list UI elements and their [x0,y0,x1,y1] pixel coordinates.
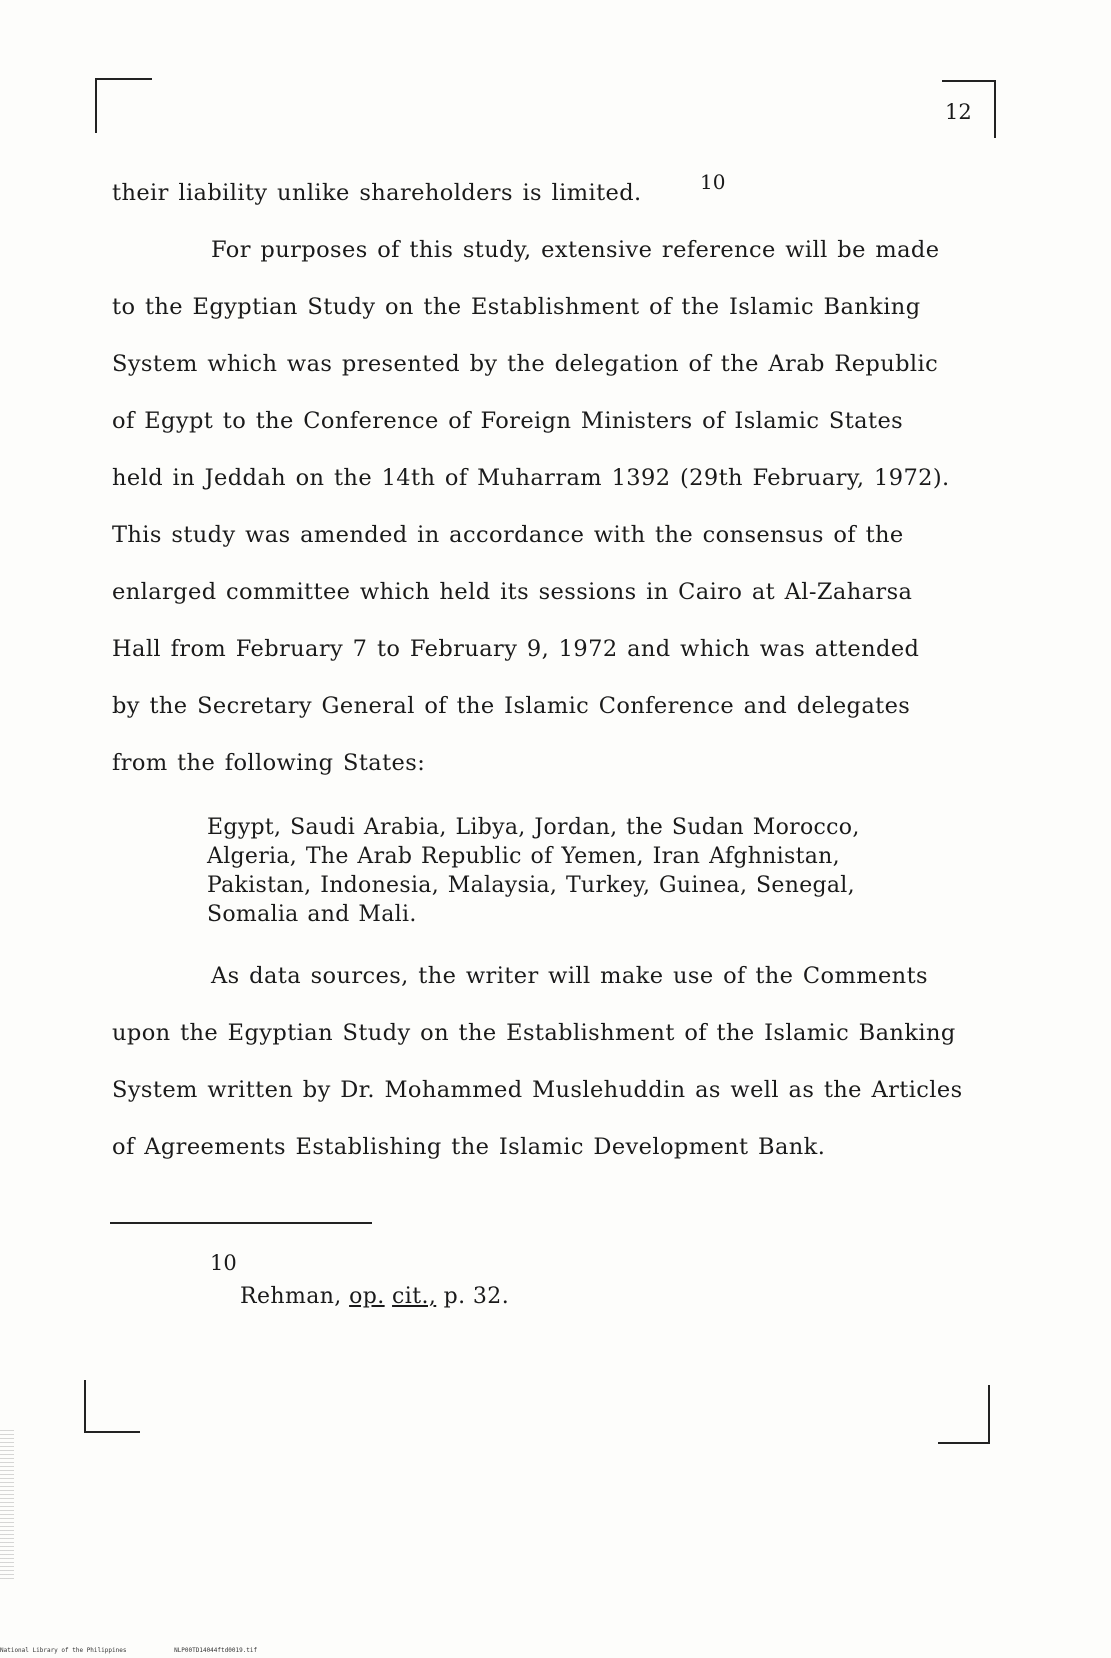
footer-library: National Library of the Philippines [0,1647,127,1654]
page-number: 12 [945,100,972,124]
crop-mark-top-right [942,80,996,82]
scan-footer [0,1647,301,1654]
body-line: of Egypt to the Conference of Foreign Ministers of Islamic States [112,408,904,434]
body-line: This study was amended in accordance with the consensus of the [112,522,904,548]
footnote-number: 10 [210,1251,237,1275]
footnote-op: op. [349,1284,385,1309]
footer-file: NLP00TD14044ftd0019.tif [174,1647,258,1654]
body-line: Hall from February 7 to February 9, 1972 and which was attended [112,636,920,662]
footnote-reference: 10 [700,170,726,194]
crop-mark-bottom-left [84,1431,140,1433]
crop-mark-bottom-right [938,1442,990,1444]
body-line: System written by Dr. Mohammed Muslehuddin as well as the Articles [112,1077,963,1103]
footnote-rule [110,1222,372,1224]
body-line: by the Secretary General of the Islamic Conference and delegates [112,693,911,719]
crop-mark-top-left [95,78,152,80]
body-line: held in Jeddah on the 14th of Muharram 1392 (29th February, 1972). [112,465,950,491]
body-line: to the Egyptian Study on the Establishment of the Islamic Banking [112,294,921,320]
footnote-cit: cit., [392,1284,437,1309]
footnote-text [240,1284,509,1309]
body-line: As data sources, the writer will make use of the Comments [211,963,928,989]
body-line: upon the Egyptian Study on the Establishment of the Islamic Banking [112,1020,956,1046]
body-line: System which was presented by the delegation of the Arab Republic [112,351,939,377]
body-line: from the following States: [112,750,426,776]
body-line: of Agreements Establishing the Islamic Development Bank. [112,1134,826,1160]
scan-edge-noise [0,1430,14,1580]
states-line: Pakistan, Indonesia, Malaysia, Turkey, Guinea, Senegal, [207,873,855,898]
footnote-page: p. 32. [443,1284,510,1309]
body-line: their liability unlike shareholders is limited. [112,180,642,206]
body-line: For purposes of this study, extensive reference will be made [211,237,940,263]
body-line: enlarged committee which held its sessions in Cairo at Al-Zaharsa [112,579,913,605]
states-line: Egypt, Saudi Arabia, Libya, Jordan, the Sudan Morocco, [207,815,860,840]
crop-mark-top-right [994,80,996,138]
footnote-author: Rehman, [240,1284,342,1309]
crop-mark-bottom-left [84,1380,86,1433]
states-line: Algeria, The Arab Republic of Yemen, Iran Afghnistan, [207,844,840,869]
states-line: Somalia and Mali. [207,902,417,927]
crop-mark-bottom-right [988,1385,990,1444]
crop-mark-top-left [95,78,97,133]
